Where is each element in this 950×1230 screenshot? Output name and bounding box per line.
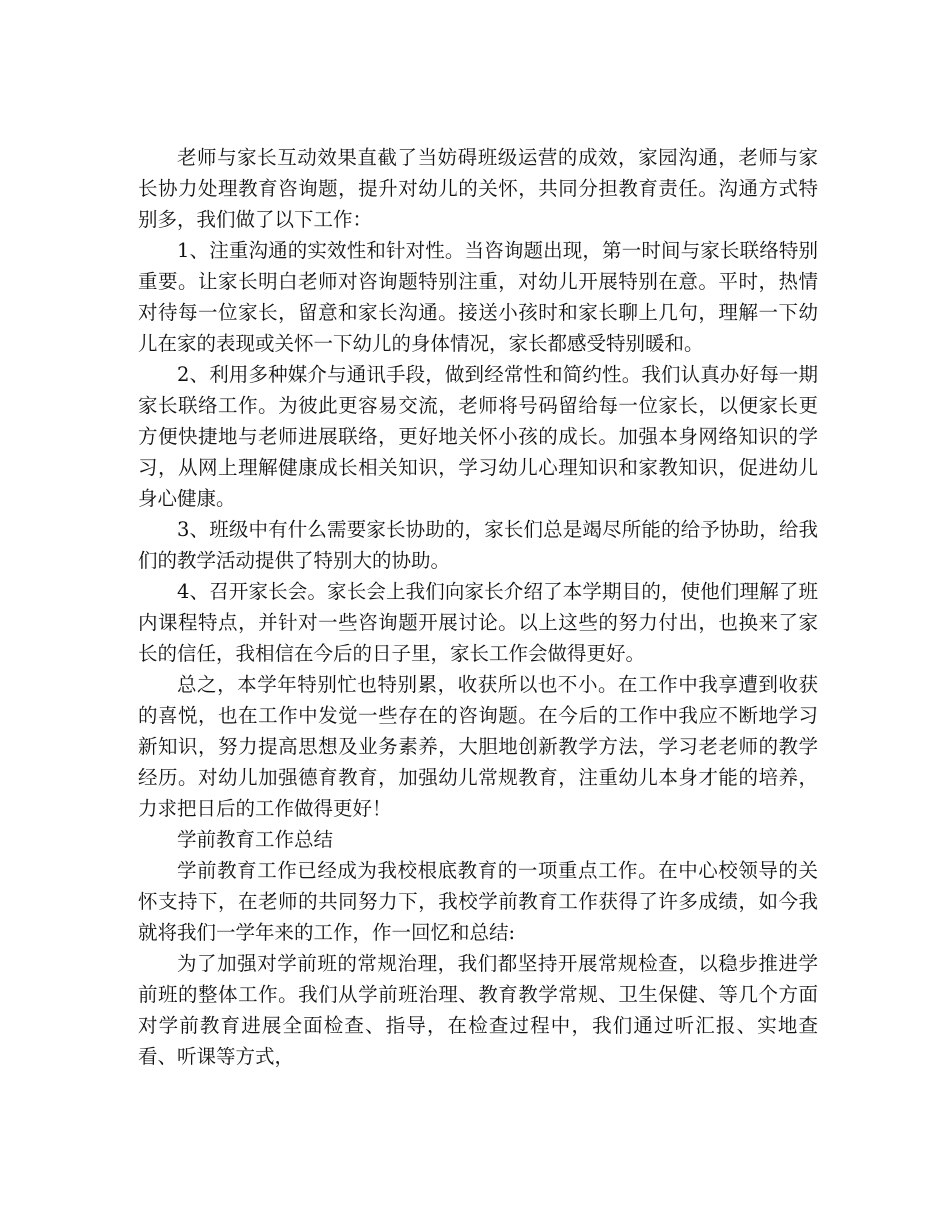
document-body: [138, 142, 818, 1072]
paragraph-item-3: 3、班级中有什么需要家长协助的，家长们总是竭尽所能的给予协助，给我们的教学活动提供了特别大的协助。: [138, 518, 818, 572]
paragraph-item-1: 1、注重沟通的实效性和针对性。当咨询题出现，第一时间与家长联络特别重要。让家长明白老师对咨询题特别注重，对幼儿开展特别在意。平时，热情对待每一位家长，留意和家长沟通。接送小孩时和家长聊上几句，理解一下幼儿在家的表现或关怀一下幼儿的身体情况，家长都感受特别暖和。: [138, 239, 818, 355]
paragraph-summary-inspection: 为了加强对学前班的常规治理，我们都坚持开展常规检查，以稳步推进学前班的整体工作。我们从学前班治理、教育教学常规、卫生保健、等几个方面对学前教育进展全面检查、指导，在检查过程中，我们通过听汇报、实地查看、听课等方式，: [138, 952, 818, 1068]
section-heading: 学前教育工作总结: [177, 828, 334, 851]
paragraph-intro: 老师与家长互动效果直截了当妨碍班级运营的成效，家园沟通，老师与家长协力处理教育咨询题，提升对幼儿的关怀，共同分担教育责任。沟通方式特别多，我们做了以下工作：: [138, 146, 818, 231]
paragraph-item-4: 4、召开家长会。家长会上我们向家长介绍了本学期目的，使他们理解了班内课程特点，并针对一些咨询题开展讨论。以上这些的努力付出，也换来了家长的信任，我相信在今后的日子里，家长工作会做得更好。: [138, 580, 818, 665]
paragraph-item-2: 2、利用多种媒介与通讯手段，做到经常性和简约性。我们认真办好每一期家长联络工作。为彼此更容易交流，老师将号码留给每一位家长，以便家长更方便快捷地与老师进展联络，更好地关怀小孩的成长。加强本身网络知识的学习，从网上理解健康成长相关知识，学习幼儿心理知识和家教知识，促进幼儿身心健康。: [138, 363, 818, 510]
paragraph-summary-intro: 学前教育工作已经成为我校根底教育的一项重点工作。在中心校领导的关怀支持下，在老师的共同努力下，我校学前教育工作获得了许多成绩，如今我就将我们一学年来的工作，作一回忆和总结:: [138, 859, 818, 944]
paragraph-conclusion: 总之，本学年特别忙也特别累，收获所以也不小。在工作中我享遭到收获的喜悦，也在工作中发觉一些存在的咨询题。在今后的工作中我应不断地学习新知识，努力提高思想及业务素养，大胆地创新教学方法，学习老老师的教学经历。对幼儿加强德育教育，加强幼儿常规教育，注重幼儿本身才能的培养，力求把日后的工作做得更好！: [138, 673, 818, 820]
